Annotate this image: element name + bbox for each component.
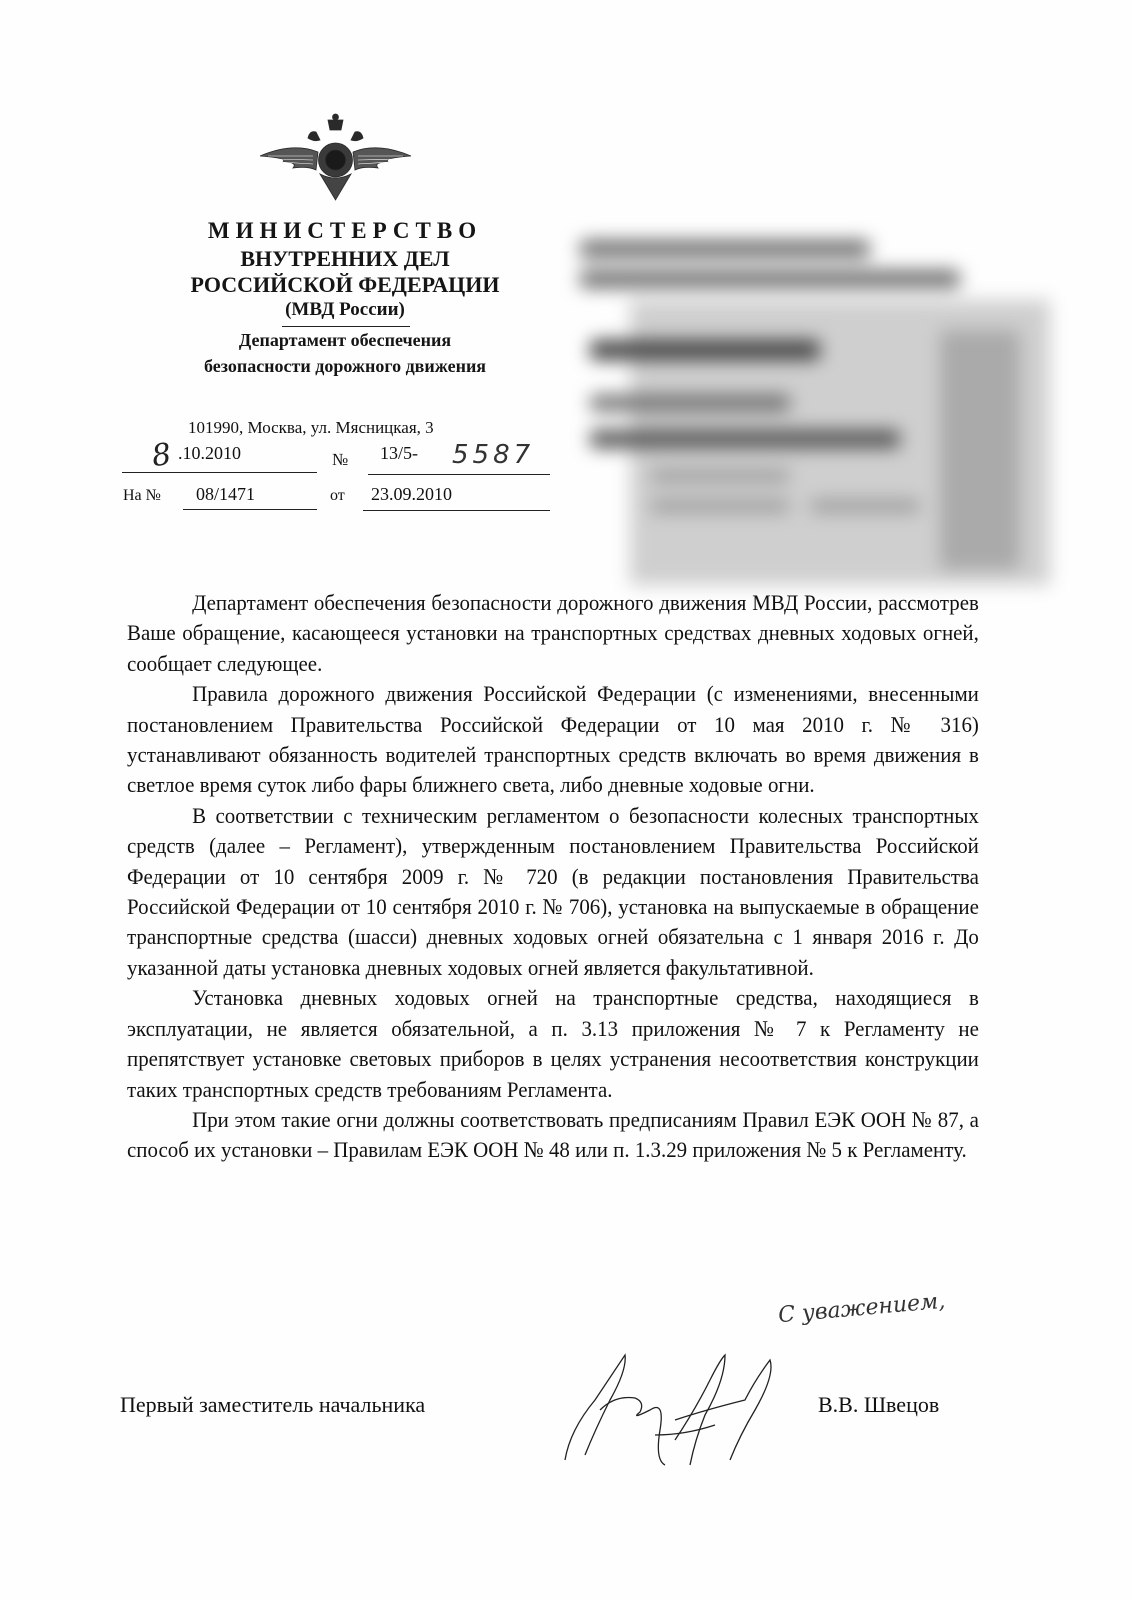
mvd-emblem-icon — [258, 112, 413, 202]
outgoing-number-handwritten: 5587 — [452, 440, 535, 470]
ministry-title-line3: РОССИЙСКОЙ ФЕДЕРАЦИИ — [190, 272, 500, 297]
body-paragraph: Установка дневных ходовых огней на транспортные средства, находящиеся в эксплуатации, не является обязательной, а п. 3.13 приложения № 7 к Регламенту не препятствует установке световых приборов в целях устранения несоответствия конструкции таких транспортных средств требованиям Регламента. — [127, 985, 979, 1102]
ministry-address: 101990, Москва, ул. Мясницкая, 3 — [188, 418, 434, 437]
department-name-line2: безопасности дорожного движения — [203, 356, 487, 376]
reply-from-label: от — [330, 487, 345, 504]
reply-number-underline — [183, 509, 317, 510]
body-paragraph: Департамент обеспечения безопасности дорожного движения МВД России, рассмотрев Ваше обращение, касающееся установки на транспортных средствах дневных ходовых огней, сообщает следующее. — [127, 590, 979, 676]
letter-body — [127, 588, 979, 1166]
signer-position: Первый заместитель начальника — [120, 1392, 426, 1417]
letterhead-divider — [282, 326, 410, 327]
outgoing-date: .10.2010 — [178, 443, 241, 463]
body-paragraph: Правила дорожного движения Российской Федерации (с изменениями, внесенными постановлением Правительства Российской Федерации от 10 мая 2010 г. № 316) устанавливают обязанность водителей транспортных средств включать во время движения в светлое время суток либо фары ближнего света, либо дневные ходовые огни. — [127, 681, 979, 798]
ministry-abbreviation: (МВД России) — [285, 299, 405, 320]
reply-to-label: На № — [123, 487, 161, 504]
signature-icon — [555, 1340, 815, 1470]
number-underline — [368, 474, 550, 475]
date-handwritten-day: 8 — [149, 436, 174, 475]
ministry-title: МИНИСТЕРСТВО — [207, 218, 483, 243]
ministry-title-line2: ВНУТРЕННИХ ДЕЛ — [240, 246, 450, 271]
signer-name: В.В. Швецов — [818, 1392, 940, 1417]
regards-handwritten: С уважением, — [777, 1288, 947, 1329]
outgoing-number: 13/5- — [380, 443, 418, 463]
redacted-addressee-block — [560, 200, 1050, 585]
body-paragraph: В соответствии с техническим регламентом о безопасности колесных транспортных средств (далее – Регламент), утвержденным постановлением Правительства Российской Федерации от 10 сентября 2009 г. № 720 (в редакции постановления Правительства Российской Федерации от 10 сентября 2010 г. № 706), установка на выпускаемые в обращение транспортные средства (шасси) дневных ходовых огней обязательна с 1 января 2016 г. До указанной даты установка дневных ходовых огней является факультативной. — [127, 802, 979, 980]
reply-date-underline — [363, 510, 550, 511]
date-underline — [122, 472, 317, 473]
department-name-line1: Департамент обеспечения — [238, 330, 452, 350]
reply-to-number: 08/1471 — [196, 484, 256, 504]
body-paragraph: При этом такие огни должны соответствовать предписаниям Правил ЕЭК ООН № 87, а способ их установки – Правилам ЕЭК ООН № 48 или п. 1.3.29 приложения № 5 к Регламенту. — [127, 1106, 979, 1163]
reply-from-date: 23.09.2010 — [371, 484, 452, 504]
number-label: № — [332, 450, 349, 469]
